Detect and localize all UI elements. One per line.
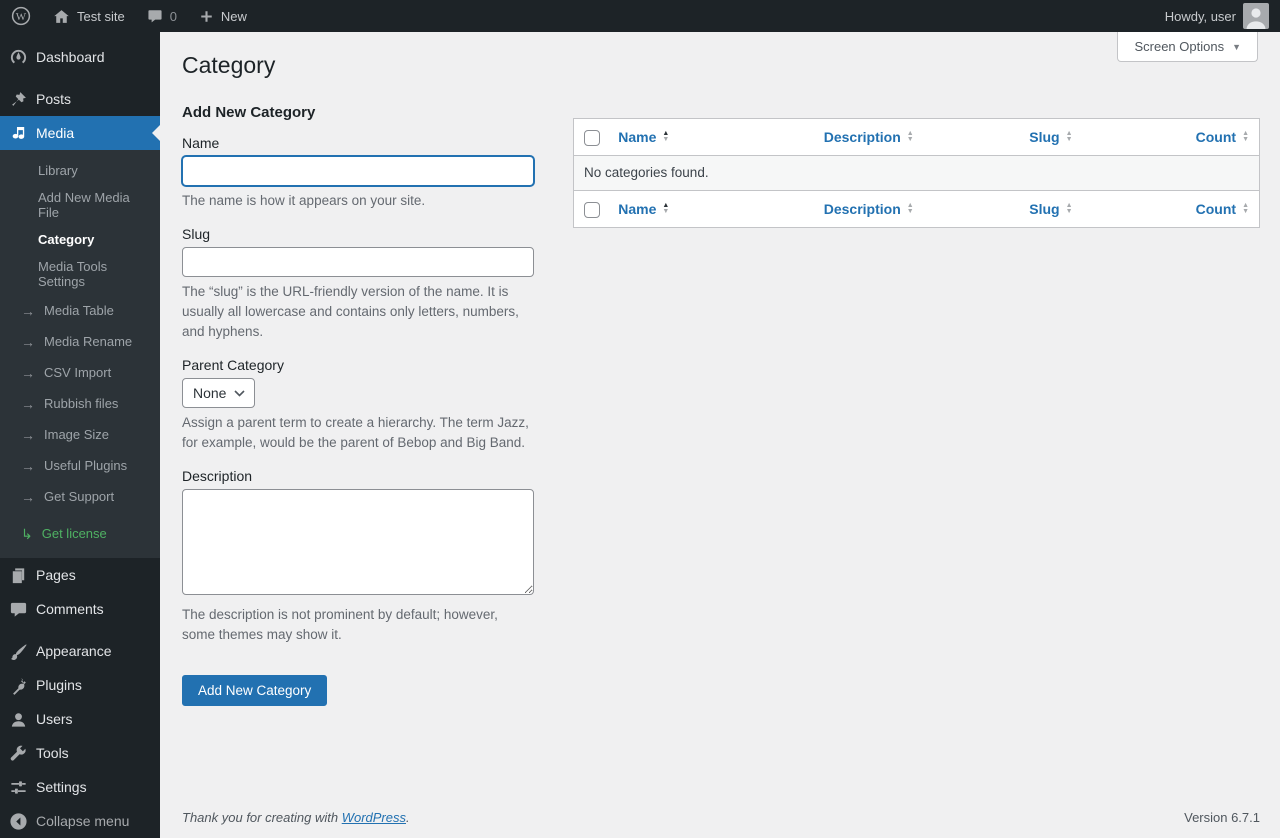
sidebar-item-tools[interactable] [0,736,160,770]
slug-label: Slug [182,226,211,243]
sort-by-description-link[interactable] [824,201,914,217]
admin-bar [0,0,1280,32]
sidebar-label-pages: Pages [36,567,76,584]
add-category-form [182,85,534,707]
chevron-down-icon [234,390,245,397]
sidebar-label-media: Media [36,125,75,142]
chevron-down-icon: ▼ [1232,41,1241,52]
submenu-item-useful-plugins[interactable] [0,450,160,481]
arrow-right-icon: → [21,457,35,474]
footer-name-cell [608,191,814,227]
categories-table-container [573,118,1260,228]
submenu-item-image-size[interactable] [0,419,160,450]
category-name-input[interactable] [182,156,534,186]
sidebar-label-tools: Tools [36,745,69,761]
submenu-label: Add New Media File [38,190,130,221]
comments-icon [0,600,36,619]
site-name-label: Test site [77,8,125,24]
return-arrow-icon: ↳ [21,525,33,542]
name-help-text: The name is how it appears on your site. [182,192,426,208]
name-field-group [182,135,534,211]
sidebar-label-plugins: Plugins [36,677,82,693]
svg-text:W: W [15,11,27,23]
sidebar-item-comments[interactable] [0,592,160,626]
parent-category-help-text: Assign a parent term to create a hierarchy. The term Jazz, for example, would be the parent of Bebop and Big Band. [182,415,529,450]
sort-icon: ▲ ▼ [1242,129,1249,143]
submenu-label: Image Size [44,427,110,443]
sort-by-slug-link[interactable] [1029,129,1072,145]
sidebar-label-users: Users [36,711,73,727]
submenu-label: Rubbish files [44,396,119,412]
arrow-right-icon: → [21,364,35,381]
sidebar-label-dashboard: Dashboard [36,49,105,66]
submenu-label: Media Tools Settings [38,259,108,290]
header-description-cell [814,119,1020,155]
submenu-item-rubbish-files[interactable] [0,388,160,419]
name-label: Name [182,134,220,151]
home-icon [53,8,70,25]
sidebar-item-users[interactable] [0,702,160,736]
no-categories-message: No categories found. [574,155,1259,191]
sort-icon: ▲ ▼ [906,201,914,215]
submenu-item-media-tools-settings[interactable] [0,253,160,295]
submenu-item-csv-import[interactable] [0,357,160,388]
section-title: Add New Category [182,103,316,121]
media-submenu [0,150,160,558]
sort-by-description-link[interactable] [824,129,914,145]
sort-by-name-link[interactable] [618,129,669,145]
column-label-slug: Slug [1029,128,1060,145]
wordpress-logo-icon [11,6,31,26]
column-label-count: Count [1195,200,1237,217]
submenu-label: Library [38,163,78,179]
wrench-icon [0,744,36,763]
screen-options-label: Screen Options [1134,39,1225,54]
parent-category-field-group [182,357,534,452]
sort-ascending-icon: ▲ ▼ [662,129,670,143]
footer-description-cell [814,191,1020,227]
arrow-right-icon: → [21,333,35,350]
my-account-menu[interactable] [1154,0,1280,32]
sidebar-item-plugins[interactable] [0,668,160,702]
sidebar-label-comments: Comments [36,601,104,618]
comments-shortcut[interactable] [136,0,188,32]
select-all-checkbox[interactable] [584,130,600,146]
wordpress-logo-menu[interactable] [0,0,42,32]
submenu-label: Get license [41,526,107,542]
arrow-right-icon: → [21,426,35,443]
submenu-item-get-support[interactable] [0,481,160,512]
sort-icon: ▲ ▼ [1065,129,1073,143]
sort-by-count-link[interactable] [1196,201,1249,217]
collapse-arrow-icon [0,812,36,831]
sidebar-item-dashboard[interactable] [0,40,160,74]
howdy-label: Howdy, user [1164,8,1236,24]
sort-icon: ▲ ▼ [1242,201,1249,215]
add-new-category-button[interactable]: Add New Category [182,675,327,706]
collapse-menu-label: Collapse menu [36,813,130,829]
arrow-right-icon: → [21,395,35,412]
version-label: Version 6.7.1 [1184,810,1260,825]
sidebar-item-settings[interactable] [0,770,160,804]
plug-icon [0,676,36,695]
new-content-menu[interactable] [188,0,258,32]
header-count-cell [1156,119,1259,155]
new-label: New [220,8,247,24]
submenu-item-media-rename[interactable] [0,326,160,357]
media-icon [0,124,36,143]
table-header-row [574,119,1259,155]
sidebar-item-posts[interactable] [0,82,160,116]
admin-menu [0,32,160,838]
sort-by-count-link[interactable] [1196,129,1249,145]
column-label-description: Description [823,200,901,217]
footer-thanks-text [182,810,410,825]
categories-table [573,118,1260,228]
column-label-count: Count [1195,128,1237,145]
submenu-label: Useful Plugins [44,458,128,474]
sort-by-slug-link[interactable] [1029,201,1072,217]
admin-bar-right [1154,0,1280,32]
column-label-name: Name [618,200,657,217]
comment-bubble-icon [147,8,163,24]
column-label-name: Name [618,128,657,145]
sidebar-item-pages[interactable] [0,558,160,592]
category-description-textarea[interactable] [182,489,534,595]
avatar [1243,3,1269,29]
pushpin-icon [0,90,36,109]
submenu-label: Media Table [44,303,114,319]
submenu-item-library[interactable] [0,157,160,184]
footer-checkbox-cell [574,191,608,227]
site-name-menu[interactable] [42,0,136,32]
dashboard-icon [0,48,36,67]
submenu-item-add-new-media-file[interactable] [0,184,160,226]
category-slug-input[interactable] [182,247,534,277]
pages-icon [0,566,36,585]
select-all-checkbox-footer[interactable] [584,202,600,218]
submenu-label: Get Support [44,489,115,505]
sidebar-label-settings: Settings [36,779,87,795]
parent-category-select[interactable] [182,378,255,408]
thanks-suffix: . [406,810,410,825]
main-content [160,32,1280,838]
collapse-menu-button[interactable] [0,804,160,838]
submenu-label: CSV Import [44,365,112,381]
slug-field-group [182,226,534,341]
user-icon [0,710,36,729]
submenu-label: Category [38,232,95,248]
header-slug-cell [1019,119,1156,155]
footer-count-cell [1156,191,1259,227]
comments-count: 0 [169,8,177,24]
submenu-item-category[interactable] [0,226,160,253]
sort-ascending-icon: ▲ ▼ [662,201,670,215]
submenu-item-get-license[interactable] [0,518,160,549]
sidebar-item-media[interactable] [0,116,160,150]
sidebar-label-posts: Posts [36,91,72,108]
sort-by-name-link[interactable] [618,201,669,217]
thanks-prefix: Thank you for creating with [182,810,342,825]
admin-bar-left [0,0,258,32]
header-checkbox-cell [574,119,608,155]
page-title: Category [182,52,276,78]
description-label: Description [182,468,253,485]
arrow-right-icon: → [21,488,35,505]
description-field-group [182,468,534,644]
empty-table-row [574,155,1259,191]
sidebar-label-appearance: Appearance [36,643,112,659]
sort-icon: ▲ ▼ [906,129,914,143]
sort-icon: ▲ ▼ [1065,201,1073,215]
page-footer [182,802,1260,838]
arrow-right-icon: → [21,302,35,319]
sidebar-item-appearance[interactable] [0,634,160,668]
parent-category-value: None [193,385,227,402]
settings-sliders-icon [0,778,36,797]
header-name-cell [608,119,814,155]
paintbrush-icon [0,642,36,661]
slug-help-text: The “slug” is the URL-friendly version of the name. It is usually all lowercase and contains only letters, numbers, and hyphens. [182,284,519,339]
parent-category-label: Parent Category [182,357,284,374]
submenu-item-media-table[interactable] [0,295,160,326]
column-label-slug: Slug [1029,200,1060,217]
footer-slug-cell [1019,191,1156,227]
column-label-description: Description [823,128,901,145]
wordpress-link[interactable]: WordPress [341,810,406,825]
two-column-layout [182,85,1260,707]
screen-options-button[interactable] [1117,32,1258,62]
plus-icon [199,9,214,24]
table-footer-row [574,191,1259,227]
submenu-label: Media Rename [44,334,133,350]
description-help-text: The description is not prominent by default; however, some themes may show it. [182,607,498,642]
